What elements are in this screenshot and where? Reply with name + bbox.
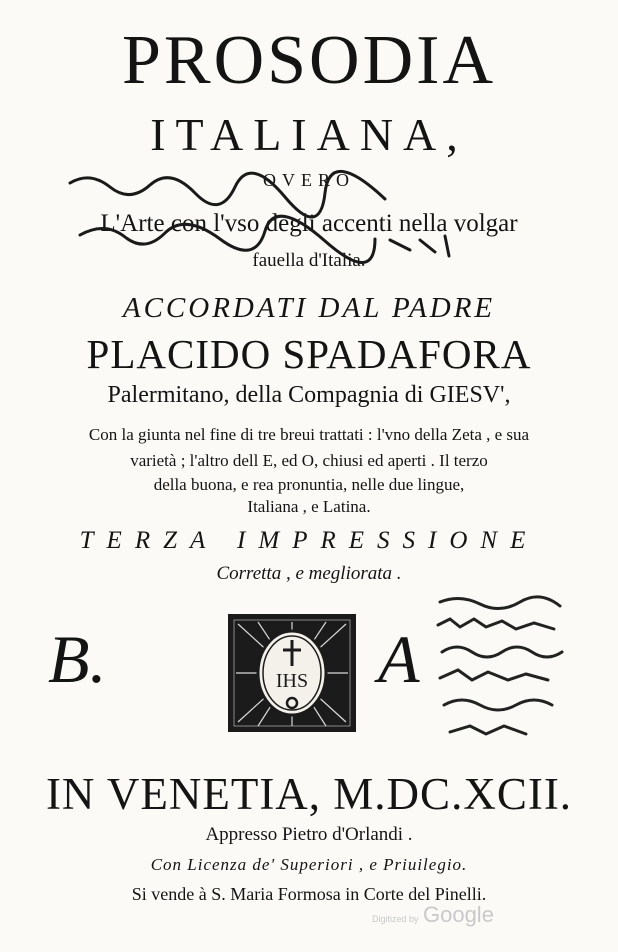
giunta-line-1: Con la giunta nel fine di tre breui trattati : l'vno della Zeta , e sua [88,425,530,444]
author-name: PLACIDO SPADAFORA [86,331,532,377]
library-stamp [430,590,595,766]
title-second-line: ITALIANA, [150,109,468,160]
sale-location: Si vende à S. Maria Formosa in Corte del Pinelli. [131,884,487,904]
license-line: Con Licenza de' Superiori , e Priuilegio. [150,855,468,874]
giunta-line-4: Italiana , e Latina. [247,497,371,516]
printer-name: Appresso Pietro d'Orlandi . [205,824,413,845]
author-origin: Palermitano, della Compagnia di GIESV', [107,382,511,408]
imprint-city-date: IN VENETIA, M.DC.XCII. [45,769,573,819]
subtitle-line-1: L'Arte con l'vso degli accenti nella volgar [100,210,518,237]
giunta-line-3: della buona, e rea pronuntia, nelle due lingue, [153,475,465,494]
watermark-small: Digitized by [372,914,419,924]
edition-note: Corretta , e megliorata . [216,563,402,584]
emblem-text: IHS [275,670,309,692]
handwritten-scribble [60,165,500,275]
digitized-watermark [372,902,494,928]
edition-title: TERZA IMPRESSIONE [79,527,539,554]
library-stamp-icon [430,590,595,760]
subtitle-line-2: fauella d'Italia. [252,250,366,271]
left-letter: B. [48,621,107,697]
giunta-line-2: varietà ; l'altro dell E, ed O, chiusi ed aperti . Il terzo [130,451,488,470]
ouero-line: OVERO [263,170,355,190]
main-title: PROSODIA [121,22,497,99]
accordati-line: ACCORDATI DAL PADRE [122,292,496,324]
ihs-emblem-icon [228,614,356,732]
watermark-logo: Google [422,902,494,927]
right-letter: A [378,621,420,697]
